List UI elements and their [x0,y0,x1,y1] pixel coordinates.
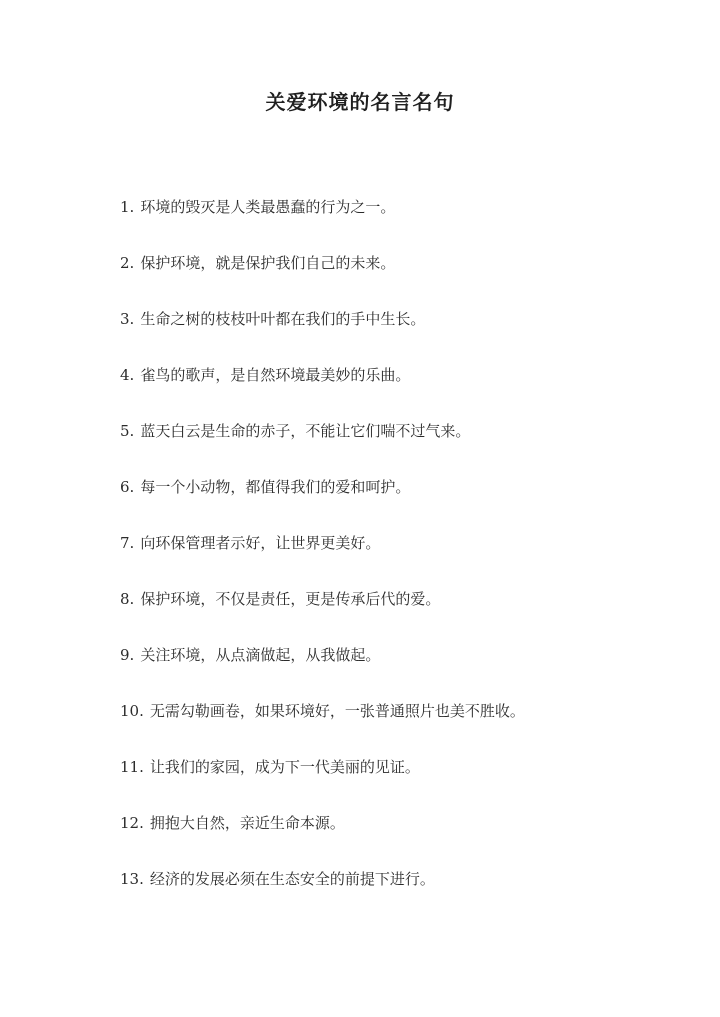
quote-text: 向环保管理者示好，让世界更美好。 [140,534,381,552]
quote-number: 3. [120,310,135,328]
quote-number: 9. [120,646,135,664]
quote-number: 13. [120,870,144,888]
list-item [120,642,700,698]
quote-number: 2. [120,254,135,272]
quote-text: 关注环境，从点滴做起，从我做起。 [140,646,381,664]
list-item [120,754,700,810]
quote-text: 保护环境，就是保护我们自己的未来。 [140,254,396,272]
quote-number: 7. [120,534,135,552]
list-item [120,586,700,642]
list-item [120,810,700,866]
quote-text: 生命之树的枝枝叶叶都在我们的手中生长。 [140,310,426,328]
quote-text: 拥抱大自然，亲近生命本源。 [149,814,345,832]
quote-number: 4. [120,366,135,384]
quote-text: 保护环境，不仅是责任，更是传承后代的爱。 [140,590,441,608]
list-item [120,250,700,306]
quote-number: 11. [120,758,144,776]
document-title: 关爱环境的名言名句 [265,90,455,114]
list-item [120,418,700,474]
list-item [120,362,700,418]
quote-text: 雀鸟的歌声，是自然环境最美妙的乐曲。 [140,366,411,384]
quote-text: 每一个小动物，都值得我们的爱和呵护。 [140,478,411,496]
list-item [120,866,700,922]
quote-text: 让我们的家园，成为下一代美丽的见证。 [149,758,420,776]
quote-number: 6. [120,478,135,496]
quote-number: 1. [120,198,135,216]
quote-text: 环境的毁灭是人类最愚蠢的行为之一。 [140,198,396,216]
list-item [120,194,700,250]
list-item [120,306,700,362]
quote-list [120,194,700,922]
quote-number: 8. [120,590,135,608]
quote-number: 5. [120,422,135,440]
quote-number: 12. [120,814,144,832]
quote-text: 蓝天白云是生命的赤子，不能让它们喘不过气来。 [140,422,471,440]
list-item [120,530,700,586]
quote-text: 无需勾勒画卷，如果环境好，一张普通照片也美不胜收。 [149,702,525,720]
quote-text: 经济的发展必须在生态安全的前提下进行。 [149,870,435,888]
list-item [120,698,700,754]
quote-number: 10. [120,702,144,720]
list-item [120,474,700,530]
